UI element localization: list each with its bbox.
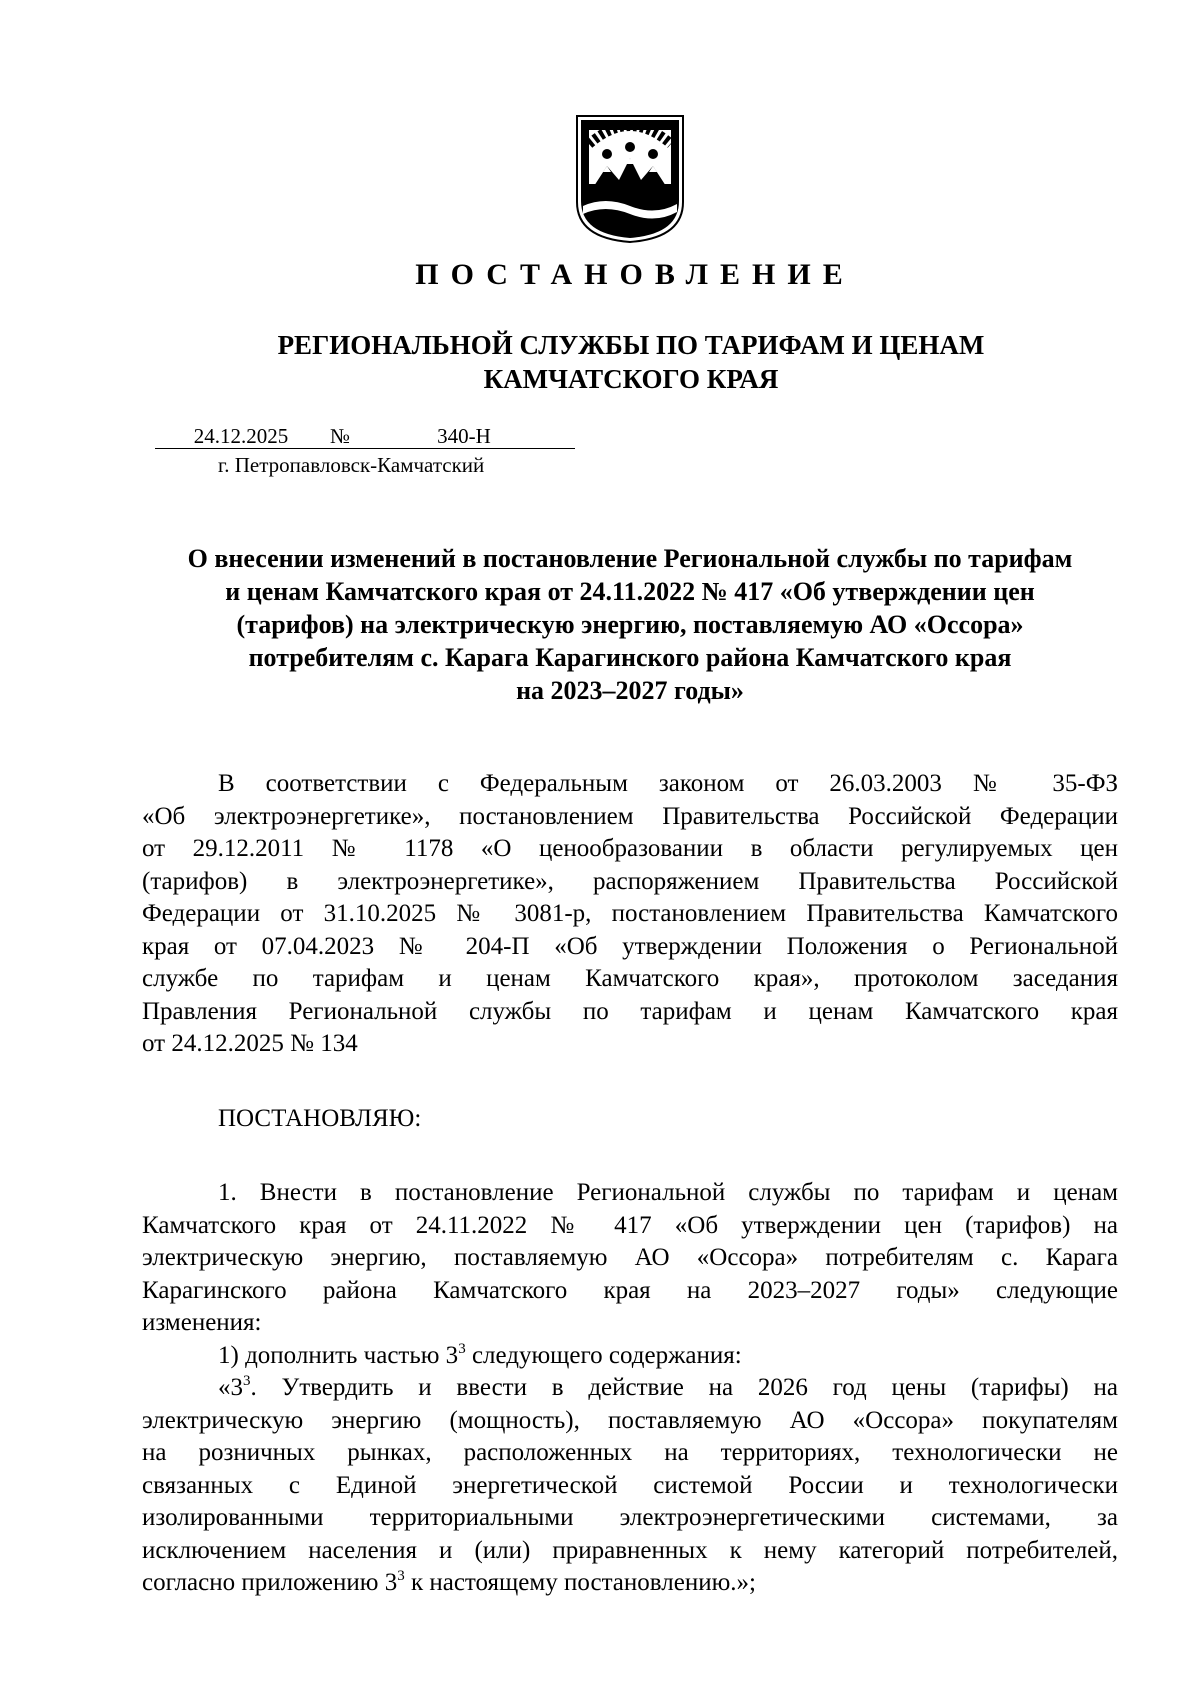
quote-text: . Утвердить и ввести в действие на 2026 год цены (тарифы) на	[250, 1374, 1118, 1401]
registration-line	[155, 423, 575, 449]
item-1-line: Карагинского района Камчатского края на 2023–2027 годы» следующие	[142, 1276, 1118, 1304]
preamble-line: от 24.12.2025 № 134	[142, 1030, 358, 1057]
preamble-line: службе по тарифам и ценам Камчатского края», протоколом заседания	[142, 965, 1118, 992]
resolve-line: ПОСТАНОВЛЯЮ:	[218, 1105, 422, 1132]
issuer-line: РЕГИОНАЛЬНОЙ СЛУЖБЫ ПО ТАРИФАМ И ЦЕНАМ	[277, 330, 985, 360]
item-1-line: 1. Внести в постановление Региональной службы по тарифам и ценам	[218, 1179, 1118, 1206]
quote-open: «3	[218, 1374, 243, 1401]
subitem-1-text: 1) дополнить частью 3	[218, 1341, 459, 1369]
quote-text: согласно приложению 3	[142, 1569, 398, 1596]
title-line: потребителям с. Карага Карагинского района Камчатского края	[248, 643, 1012, 672]
subitem-1-line	[142, 1340, 1118, 1373]
superscript: 3	[397, 1568, 405, 1584]
title-line: на 2023–2027 годы»	[516, 676, 744, 705]
title-line: (тарифов) на электрическую энергию, поставляемую АО «Оссора»	[236, 610, 1024, 639]
superscript: 3	[458, 1340, 466, 1357]
preamble-line: «Об электроэнергетике», постановлением Правительства Российской Федерации	[142, 802, 1118, 830]
issuer-line: КАМЧАТСКОГО КРАЯ	[483, 364, 779, 394]
title-line: и ценам Камчатского края от 24.11.2022 № 417 «Об утверждении цен	[225, 577, 1035, 606]
document-type-heading: ПОСТАНОВЛЕНИЕ	[415, 258, 855, 291]
preamble-line: (тарифов) в электроэнергетике», распоряжением Правительства Российской	[142, 867, 1118, 895]
document-title	[140, 542, 1120, 707]
resolve-word	[142, 1103, 1118, 1136]
preamble-line: Правления Региональной службы по тарифам и ценам Камчатского края	[142, 997, 1118, 1025]
item-1-line: изменения:	[142, 1309, 262, 1336]
kamchatka-coat-of-arms-icon	[575, 114, 685, 244]
quote-line	[142, 1567, 1118, 1600]
quote-line: на розничных рынках, расположенных на территориях, технологически не	[142, 1439, 1118, 1466]
item-1-line: электрическую энергию, поставляемую АО «Оссора» потребителям с. Карага	[142, 1244, 1118, 1271]
quote-line: изолированными территориальными электроэнергетическими системами, за	[142, 1504, 1118, 1531]
preamble-line: В соответствии с Федеральным законом от 26.03.2003 № 35-ФЗ	[218, 770, 1118, 797]
item-1-paragraph	[142, 1177, 1118, 1600]
registration-date: 24.12.2025	[155, 424, 327, 449]
item-1-line: Камчатского края от 24.11.2022 № 417 «Об утверждении цен (тарифов) на	[142, 1211, 1118, 1239]
quote-line: связанных с Единой энергетической системой России и технологически	[142, 1471, 1118, 1499]
issuer-heading	[0, 328, 1200, 396]
registration-number: 340-Н	[353, 424, 575, 449]
preamble-line: Федерации от 31.10.2025 № 3081-р, постановлением Правительства Камчатского	[142, 900, 1118, 927]
quote-line: исключением населения и (или) приравненных к нему категорий потребителей,	[142, 1536, 1118, 1564]
quote-text: к настоящему постановлению.»;	[404, 1569, 756, 1596]
quote-line	[142, 1372, 1118, 1405]
number-sign: №	[327, 424, 353, 449]
subitem-1-text: следующего содержания:	[465, 1341, 742, 1369]
preamble-paragraph	[142, 768, 1118, 1061]
superscript: 3	[243, 1373, 251, 1389]
city-name: г. Петропавловск-Камчатский	[218, 453, 485, 477]
preamble-line: края от 07.04.2023 № 204-П «Об утверждении Положения о Региональной	[142, 932, 1118, 960]
preamble-line: от 29.12.2011 № 1178 «О ценообразовании в области регулируемых цен	[142, 835, 1118, 862]
quote-line: электрическую энергию (мощность), поставляемую АО «Оссора» покупателям	[142, 1406, 1118, 1434]
title-line: О внесении изменений в постановление Региональной службы по тарифам	[187, 544, 1073, 573]
